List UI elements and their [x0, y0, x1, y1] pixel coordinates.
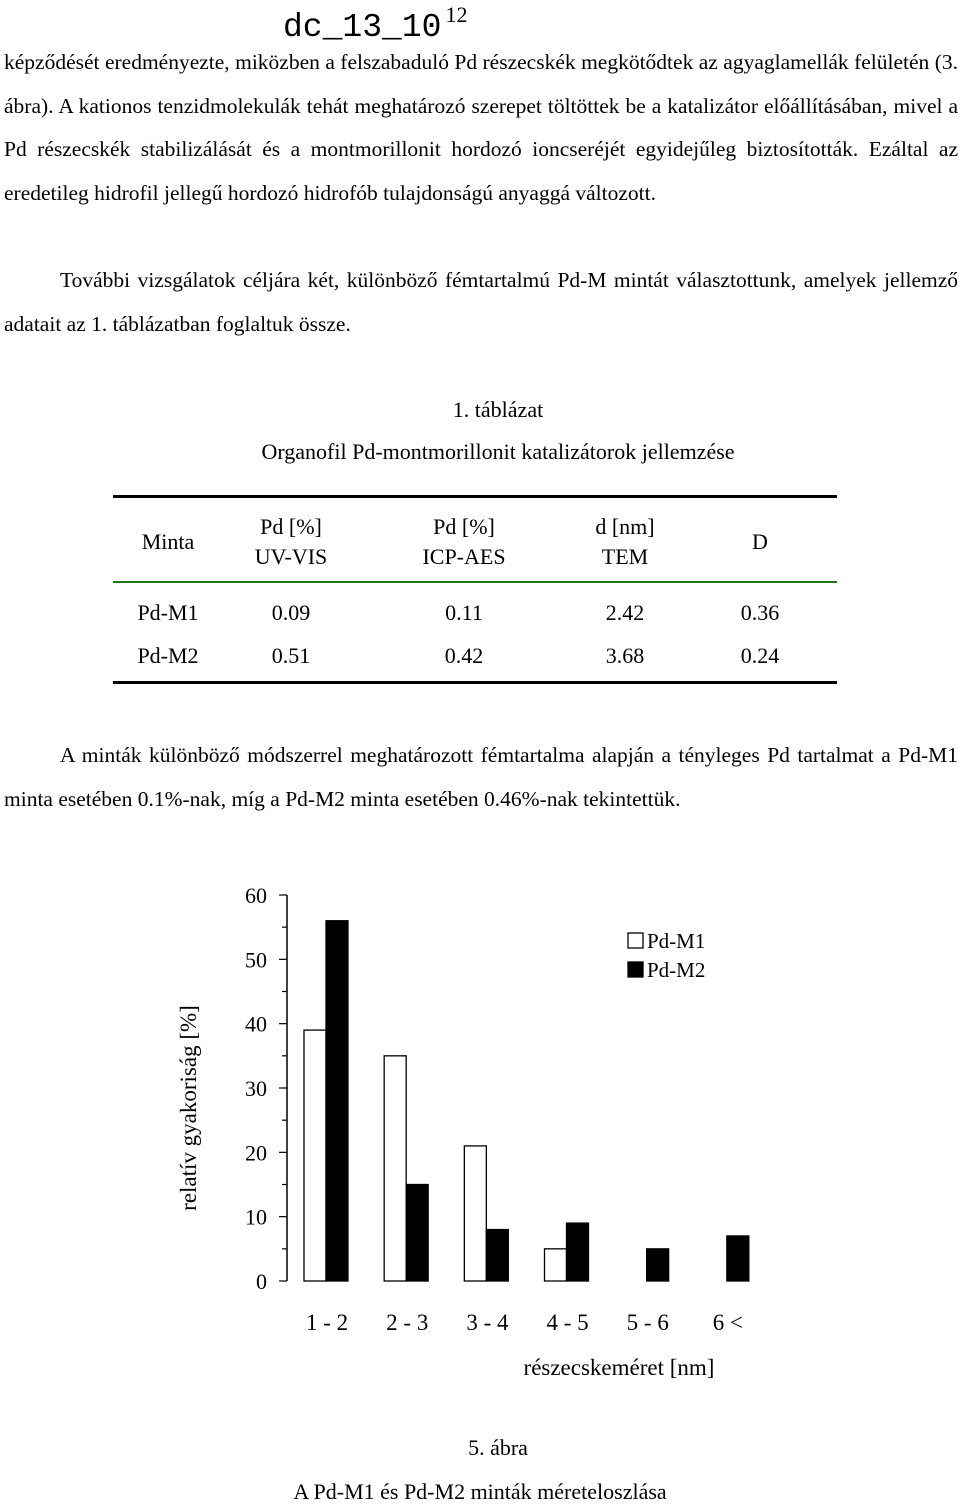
- table-header-pd-uvvis-line1: Pd [%]: [260, 514, 322, 539]
- pd-m2-bar: [326, 921, 348, 1281]
- table-cell: Pd-M2: [137, 643, 199, 668]
- x-tick-label: 2 - 3: [386, 1310, 429, 1335]
- x-tick-label: 4 - 5: [546, 1310, 589, 1335]
- y-axis-title: relatív gyakoriság [%]: [176, 1005, 201, 1211]
- pd-m2-bar: [647, 1249, 669, 1281]
- table-header-rule: [113, 581, 837, 583]
- table-header-pd-uvvis: [221, 512, 361, 572]
- figure-title: A Pd-M1 és Pd-M2 minták méreteloszlása: [293, 1479, 667, 1504]
- table-cell: 0.36: [740, 600, 780, 625]
- legend-label-pd-m2: Pd-M2: [647, 958, 706, 982]
- table-header-pd-icpaes: [394, 512, 534, 572]
- pd-m1-bar: [304, 1030, 326, 1281]
- table-cell: 0.09: [271, 600, 311, 625]
- y-tick-label: 60: [245, 883, 267, 908]
- body-paragraph-1: képződését eredményezte, miközben a felszabaduló Pd részecskék megkötődtek az agyaglamellák felületén (3. ábra). A kationos tenzidmolekulák tehát meghatározó szerepet töltöttek be a katalizátor előállításában, mivel a Pd részecskék stabilizálását és a montmorillonit hordozó ioncseréjét egyidejűleg biztosították. Ezáltal az eredetileg hidrofil jellegű hordozó hidrofób tulajdonságú anyaggá változott.: [4, 50, 958, 205]
- pd-m2-bar: [727, 1236, 749, 1281]
- table-cell: 0.42: [444, 643, 484, 668]
- table-header-pd-icpaes-line1: Pd [%]: [433, 514, 495, 539]
- table-header-dispersion: D: [752, 529, 768, 554]
- table-cell: 0.11: [445, 600, 483, 625]
- table-header-d-tem-line2: TEM: [601, 544, 649, 569]
- document-code: [283, 4, 467, 44]
- x-axis-title: részecskeméret [nm]: [523, 1355, 715, 1380]
- table-cell: 2.42: [605, 600, 645, 625]
- x-tick-label: 5 - 6: [626, 1310, 669, 1335]
- table-cell: 0.51: [271, 643, 311, 668]
- table-title: Organofil Pd-montmorillonit katalizátorok jellemzése: [261, 439, 735, 464]
- table-header-sample: Minta: [141, 529, 195, 554]
- y-tick-label: 30: [245, 1076, 267, 1101]
- legend-swatch-pd-m1: [628, 933, 643, 948]
- y-tick-label: 0: [256, 1269, 267, 1294]
- size-distribution-chart: [0, 870, 960, 1410]
- body-paragraph-3: A minták különböző módszerrel meghatározott fémtartalma alapján a tényleges Pd tartalmat a Pd-M1 minta esetében 0.1%-nak, míg a Pd-M2 minta esetében 0.46%-nak tekintettük.: [4, 743, 958, 811]
- document-code-text: dc_13_10: [283, 9, 442, 46]
- table-number: 1. táblázat: [452, 397, 544, 422]
- table-header-pd-icpaes-line2: ICP-AES: [422, 544, 506, 569]
- table-header-d-tem-line1: d [nm]: [595, 514, 655, 539]
- table-header-pd-uvvis-line2: UV-VIS: [254, 544, 328, 569]
- x-tick-label: 6 <: [712, 1310, 744, 1335]
- x-tick-label: 1 - 2: [305, 1310, 349, 1335]
- figure-number: 5. ábra: [468, 1435, 528, 1460]
- pd-m2-bar: [567, 1223, 589, 1281]
- legend-swatch-pd-m2: [628, 962, 643, 977]
- table-cell: 0.24: [740, 643, 780, 668]
- table-bottom-rule: [113, 681, 837, 684]
- table-cell: Pd-M1: [137, 600, 199, 625]
- pd-m2-bar: [406, 1185, 428, 1282]
- pd-m2-bar: [486, 1230, 508, 1281]
- pd-m1-bar: [464, 1146, 486, 1281]
- pd-m1-bar: [384, 1056, 406, 1281]
- page-number: 12: [445, 2, 468, 27]
- table-top-rule: [113, 495, 837, 498]
- table-cell: 3.68: [605, 643, 645, 668]
- y-tick-label: 50: [245, 947, 267, 973]
- body-paragraph-2: További vizsgálatok céljára két, különböző fémtartalmú Pd-M mintát választottunk, amelyek jellemző adatait az 1. táblázatban foglaltuk össze.: [4, 268, 958, 336]
- y-tick-label: 20: [245, 1140, 267, 1166]
- pd-m1-bar: [545, 1249, 567, 1281]
- table-header-d-tem: [555, 512, 695, 572]
- legend-label-pd-m1: Pd-M1: [647, 929, 706, 953]
- y-tick-label: 10: [245, 1204, 267, 1230]
- y-tick-label: 40: [245, 1011, 267, 1037]
- x-tick-label: 3 - 4: [466, 1310, 509, 1335]
